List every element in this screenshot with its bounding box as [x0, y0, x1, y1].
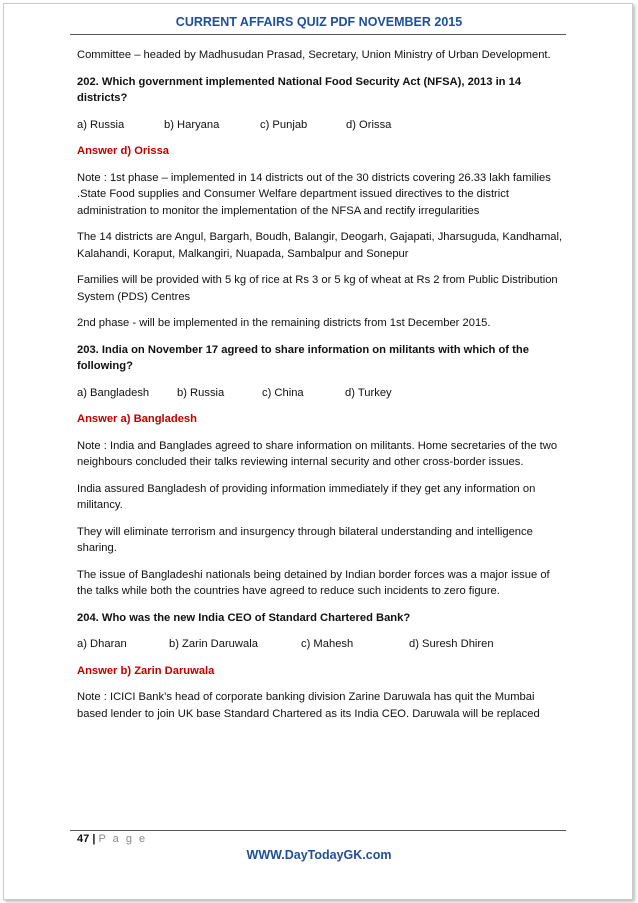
answer-204: Answer b) Zarin Daruwala [77, 664, 215, 677]
page-header-title: CURRENT AFFAIRS QUIZ PDF NOVEMBER 2015 [175, 15, 463, 29]
note-202-3: Families will be provided with 5 kg of rice at Rs 3 or 5 kg of wheat at Rs 2 from Public Distribution System (PDS) Centres [77, 274, 558, 303]
options-202 [77, 117, 564, 134]
options-203 [77, 385, 564, 402]
option-204-d: d) Suresh Dhiren [409, 638, 494, 650]
page-separator: | [92, 833, 96, 845]
option-204-c: c) Mahesh [301, 638, 354, 650]
note-202-1: Note : 1st phase – implemented in 14 districts out of the 30 districts covering 26.33 lakh families .State Food supplies and Consumer Welfare department issued directives to the district administration to monitor the implementation of the NFSA and rectify irregularities [77, 171, 551, 217]
note-202-4: 2nd phase - will be implemented in the remaining districts from 1st December 2015. [77, 317, 491, 329]
note-204-1: Note : ICICI Bank’s head of corporate banking division Zarine Daruwala has quit the Mumbai based lender to join UK base Standard Chartered as its India CEO. Daruwala will be replaced [77, 691, 540, 720]
note-203-1: Note : India and Banglades agreed to share information on militants. Home secretaries of the two neighbours concluded their talks reviewing internal security and other cross-border issues. [77, 439, 558, 468]
option-202-a: a) Russia [77, 118, 125, 131]
note-202-2: The 14 districts are Angul, Bargarh, Boudh, Balangir, Deogarh, Gajapati, Jharsuguda, Kandhamal, Kalahandi, Koraput, Malkangiri, Nuapada, Sambalpur and Sonepur [77, 231, 563, 260]
option-203-d: d) Turkey [345, 386, 392, 399]
page-content [77, 47, 564, 732]
option-203-b: b) Russia [177, 386, 225, 399]
footer-divider [70, 830, 566, 831]
question-203: 203. India on November 17 agreed to share information on militants with which of the following? [77, 343, 529, 372]
option-203-c: c) China [262, 386, 304, 399]
option-202-b: b) Haryana [164, 118, 220, 131]
question-202: 202. Which government implemented National Food Security Act (NFSA), 2013 in 14 districts? [77, 75, 522, 104]
website-link[interactable]: WWW.DayTodayGK.com [246, 848, 392, 862]
option-203-a: a) Bangladesh [77, 386, 150, 399]
answer-203: Answer a) Bangladesh [77, 413, 197, 425]
intro-paragraph: Committee – headed by Madhusudan Prasad, Secretary, Union Ministry of Urban Development. [77, 49, 551, 61]
note-203-2: India assured Bangladesh of providing information immediately if they get any information on militancy. [77, 482, 536, 511]
options-204 [77, 636, 564, 653]
page-number-footer [77, 833, 147, 845]
option-202-d: d) Orissa [346, 118, 392, 131]
note-203-3: They will eliminate terrorism and insurgency through bilateral understanding and intelligence sharing. [77, 525, 533, 554]
page-number: 47 [77, 833, 90, 845]
note-203-4: The issue of Bangladeshi nationals being detained by Indian border forces was a major issue of the talks while both the countries have agreed to reduce such incidents to zero figure. [77, 568, 550, 597]
option-204-b: b) Zarin Daruwala [169, 638, 258, 650]
header-divider [70, 34, 566, 35]
option-204-a: a) Dharan [77, 638, 127, 650]
answer-202: Answer d) Orissa [77, 145, 170, 157]
page-label: P a g e [98, 833, 148, 845]
option-202-c: c) Punjab [260, 118, 308, 131]
question-204: 204. Who was the new India CEO of Standard Chartered Bank? [77, 611, 411, 624]
